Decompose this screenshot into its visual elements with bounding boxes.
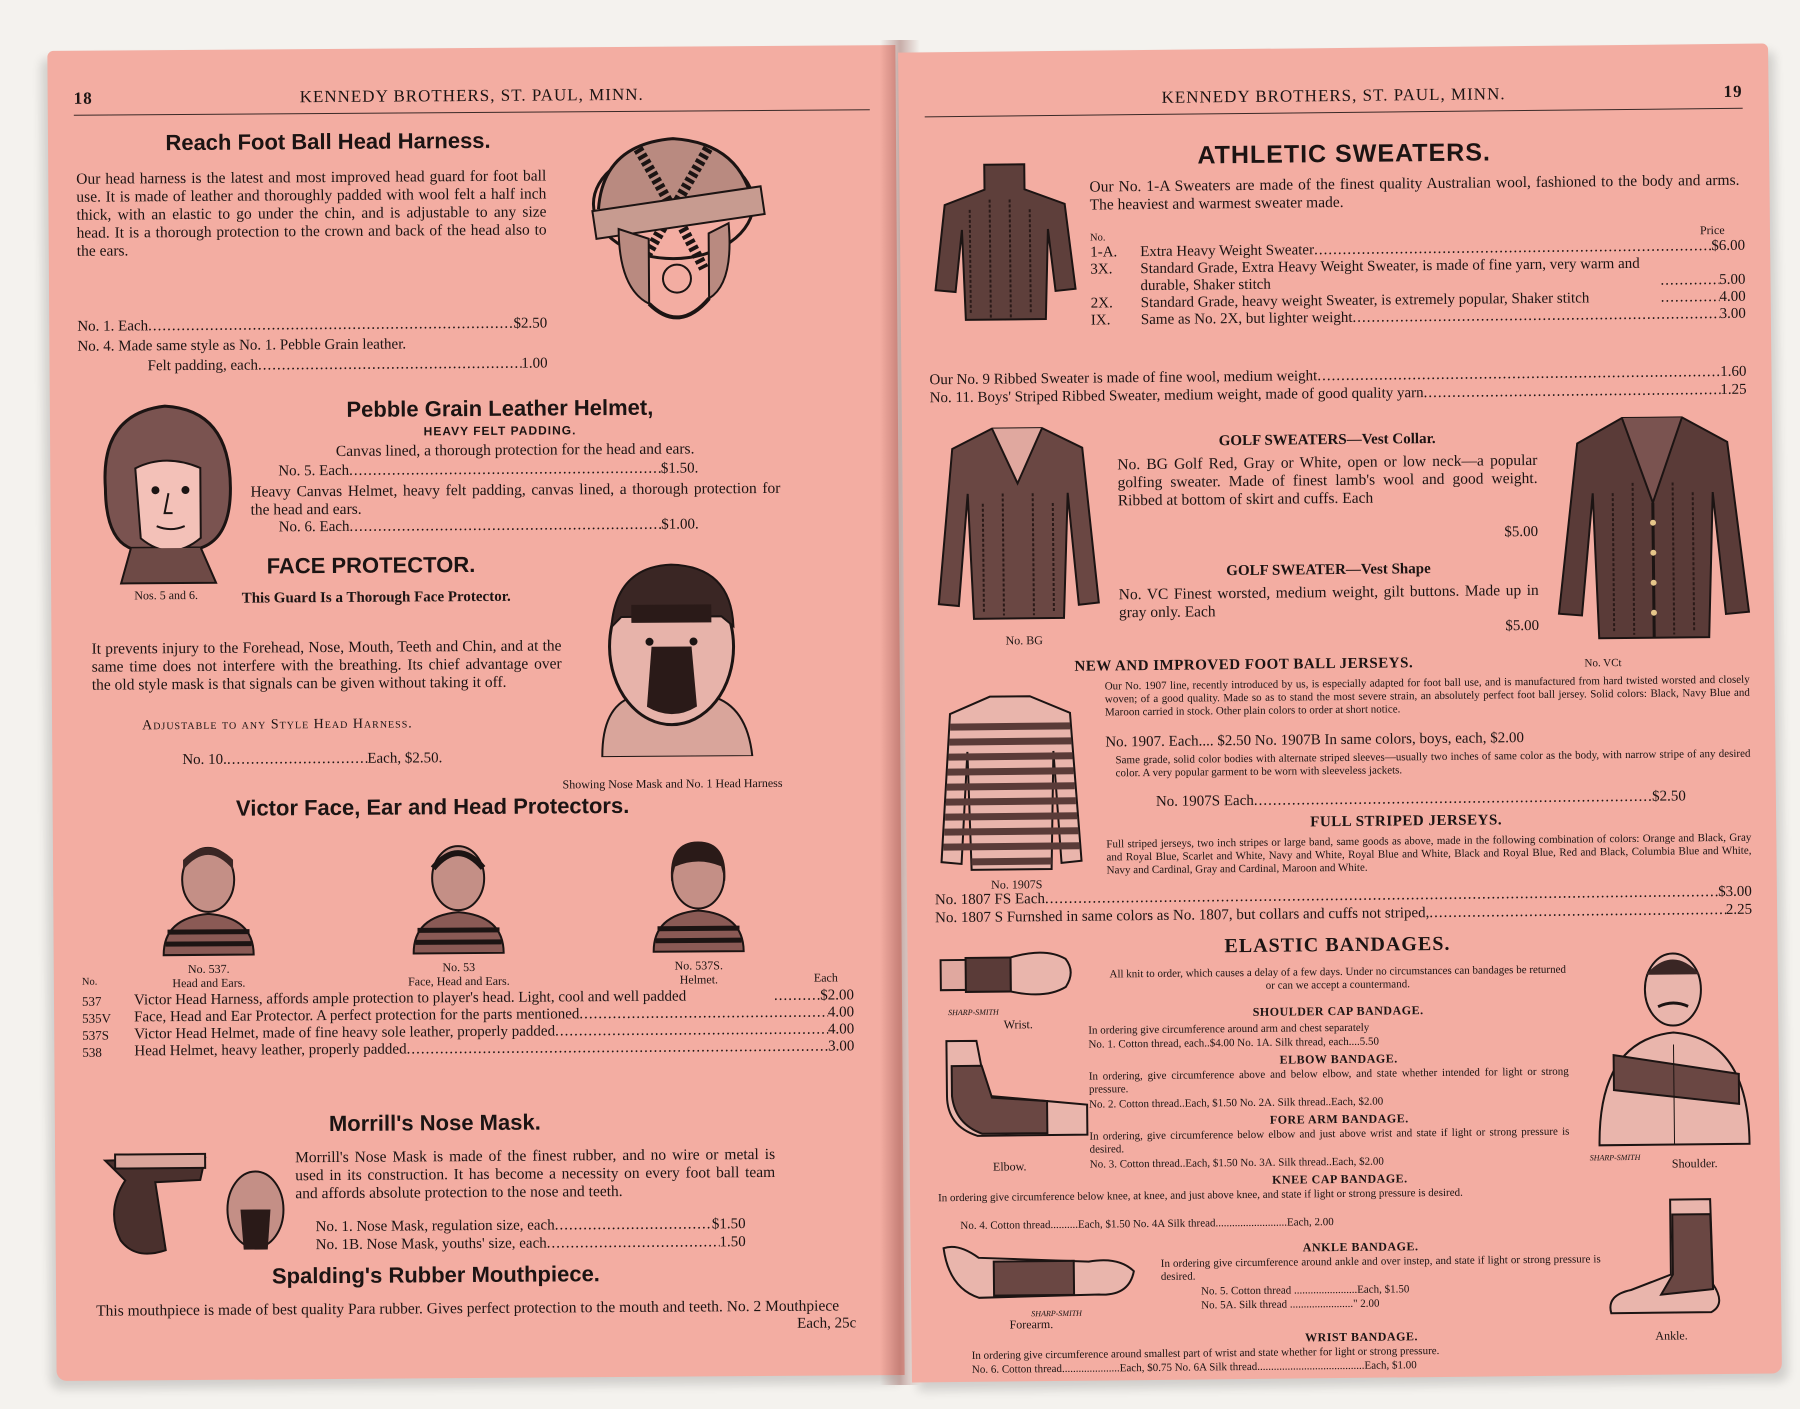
jersey-1807s-line: No. 1807 S Furnshed in same colors as No. 1807, but collars and cuffs not striped, ..... 2.25 — [935, 902, 1752, 928]
page-number-left: 18 — [73, 88, 93, 108]
golf-caption-vc: No. VCt — [1584, 657, 1622, 670]
helmet-no5-label: No. 5. Each — [278, 462, 350, 480]
elbow-body: In ordering, give circumference above and below elbow, and state whether intended for light or strong pressure. — [1088, 1065, 1569, 1096]
ankle-title: ANKLE BANDAGE. — [1302, 1239, 1419, 1255]
caption-shoulder: Shoulder. — [1671, 1156, 1718, 1171]
wrist-title: WRIST BANDAGE. — [1305, 1329, 1419, 1345]
caption-wrist: Wrist. — [1003, 1017, 1033, 1032]
face-protector-body: It prevents injury to the Forehead, Nose, Mouth, Teeth and Chin, and at the same time does not interfere with the breathing. Its chief advantage over the old style mask is that signals can be given without taking it off. — [91, 637, 562, 694]
harness-item4b-label: Felt padding, each — [147, 357, 259, 375]
golf-sweater-bg-illustration — [932, 422, 1104, 624]
victor-537s-illustration — [643, 836, 754, 957]
right-header — [924, 82, 1742, 118]
face-protector-no10 — [182, 750, 442, 769]
sweaters-title: ATHLETIC SWEATERS. — [1197, 138, 1492, 170]
shoulder-bandage-illustration — [1587, 944, 1759, 1156]
sweater-1a-illustration — [929, 159, 1081, 331]
victor-item-535v: 535V Face, Head and Ear Protector. A perfect protection for the parts mentioned ..... 4.00 — [82, 1004, 854, 1026]
golf-price1: $5.00 — [1504, 523, 1539, 541]
harness-body: Our head harness is the latest and most improved head guard for foot ball use. It is made of leather and thoroughly padded with wool felt a half inch thick, with an elastic to go under the chin, and is adjustable to any size head. It is a thorough protection to the crown and back of the head also to the ears. — [76, 167, 547, 260]
victor-537-illustration — [153, 839, 264, 960]
caption-elbow: Elbow. — [992, 1159, 1027, 1174]
victor-item-537s: 537S Victor Head Helmet, made of fine heavy sole leather, properly padded ..... 4.00 — [82, 1021, 854, 1043]
maker-forearm: SHARP-SMITH — [1031, 1308, 1082, 1319]
right-page — [898, 43, 1782, 1382]
shoulder-title: SHOULDER CAP BANDAGE. — [1252, 1003, 1424, 1019]
nose-mask-no1b: No. 1B. Nose Mask, youths' size, each ..... 1.50 — [316, 1234, 746, 1254]
sweater-item-ix: IX. Same as No. 2X, but lighter weight ..... 3.00 — [1091, 306, 1746, 330]
face-protector-title: FACE PROTECTOR. — [266, 552, 476, 579]
face-protector-subtitle: This Guard Is a Thorough Face Protector. — [241, 588, 511, 607]
harness-item4-label: No. 4. Made same style as No. 1. Pebble Grain leather. — [77, 336, 407, 355]
helmet-caption: Nos. 5 and 6. — [134, 587, 199, 603]
helmet-no5-price: $1.50. — [660, 460, 699, 477]
shoulder-body: In ordering give circumference around arm and chest separately — [1088, 1021, 1370, 1037]
sweater-item-2x: 2X. Standard Grade, heavy weight Sweater, is extremely popular, Shaker stitch ..... 4.00 — [1091, 289, 1746, 313]
harness-item1-label: No. 1. Each — [77, 318, 149, 335]
sweaters-intro: Our No. 1-A Sweaters are made of the finest quality Australian wool, fashioned to the body and arms. The heaviest and warmest sweater made. — [1089, 171, 1740, 214]
sweater-no11: No. 11. Boys' Striped Ribbed Sweater, medium weight, made of good quality yarn ..... 1.25 — [930, 382, 1747, 408]
wrist-line: No. 6. Cotton thread.....................Each, $0.75 No. 6A Silk thread.......................................Each, $1.00 — [971, 1359, 1417, 1376]
forearm-title: FORE ARM BANDAGE. — [1269, 1111, 1409, 1127]
left-header — [74, 83, 870, 116]
elbow-line: No. 2. Cotton thread..Each, $1.50 No. 2A. Silk thread..Each, $2.00 — [1089, 1095, 1384, 1111]
jersey-1907-line: No. 1907. Each.... $2.50 No. 1907B In same colors, boys, each, $2.00 — [1105, 730, 1525, 751]
caption-ankle: Ankle. — [1655, 1328, 1688, 1343]
golf-body2: No. VC Finest worsted, medium weight, gilt buttons. Made up in gray only. Each — [1118, 581, 1539, 622]
jersey-1907s-line: No. 1907S Each ..... $2.50 — [1156, 788, 1686, 811]
golf-title1: GOLF SWEATERS—Vest Collar. — [1218, 430, 1436, 450]
face-protector-adjustable: Adjustable to any Style Head Harness. — [142, 716, 413, 734]
face-protector-caption: Showing Nose Mask and No. 1 Head Harness — [562, 775, 783, 792]
caption-forearm: Forearm. — [1009, 1317, 1054, 1332]
mouthpiece-body: This mouthpiece is made of best quality Para rubber. Gives perfect protection to the mouth and teeth. No. 2 Mouthpiece — [96, 1297, 840, 1320]
golf-body1: No. BG Golf Red, Gray or White, open or low neck—a popular golfing sweater. Made of finest lamb's wool and good weight. Ribbed at bottom of skirt and cuffs. Each — [1117, 451, 1538, 510]
jersey-1807fs-line: No. 1807 FS Each ..... $3.00 — [935, 884, 1752, 910]
knee-line: No. 4. Cotton thread..........Each, $1.50 No. 4A Silk thread..........................Each, 2.00 — [960, 1216, 1334, 1233]
victor-535v-illustration — [403, 838, 514, 959]
shoulder-line: No. 1. Cotton thread, each..$4.00 No. 1A. Silk thread, each....5.50 — [1088, 1035, 1380, 1051]
golf-sweater-vc-illustration — [1552, 412, 1754, 644]
helmet-subtitle: HEAVY FELT PADDING. — [423, 423, 577, 439]
face-mask-illustration — [571, 556, 772, 757]
mouthpiece-title: Spalding's Rubber Mouthpiece. — [271, 1261, 600, 1289]
nose-mask-no1: No. 1. Nose Mask, regulation size, each ..... $1.50 — [316, 1216, 746, 1236]
full-striped-body: Full striped jerseys, two inch stripes or large band, same goods as above, made in the following combination of colors: Orange and Black, Gray and Royal Blue, Scarlet and White, Navy and White, Royal Blue and White, Black and Royal Blue, Red and Black, Columbia Blue and White, Navy and Cardinal, Gray and Cardinal, Maroon and White. — [1106, 831, 1752, 877]
left-page — [47, 45, 904, 1381]
wrist-bandage-illustration — [935, 947, 1086, 1009]
ankle-body: In ordering give circumference around ankle and over instep, and state if light or strong pressure is desired. — [1160, 1253, 1601, 1283]
sweaters-col-price: Price — [1699, 222, 1725, 238]
helmet-title: Pebble Grain Leather Helmet, — [346, 394, 654, 422]
no10-label: No. 10. — [182, 751, 227, 769]
mouthpiece-price: Each, 25c — [797, 1315, 857, 1332]
victor-fig3b: Helmet. — [679, 972, 719, 987]
harness-item4b — [148, 355, 548, 375]
sweater-item-3x: 3X. Standard Grade, Extra Heavy Weight Sweater, is made of fine yarn, very warm and durable, Shaker stitch ..... 5.00 — [1090, 255, 1745, 296]
harness-item4 — [77, 335, 547, 355]
harness-item1 — [77, 315, 547, 335]
sweaters-items — [1090, 238, 1746, 330]
golf-caption-bg: No. BG — [1005, 633, 1043, 648]
jerseys-body2: Same grade, solid color bodies with alternate striped sleeves—usually two inches of same color as the body, with narrow stripe of any desired color. A very popular garment to be worn with sleeveless jackets. — [1115, 747, 1751, 780]
elbow-title: ELBOW BANDAGE. — [1279, 1051, 1398, 1067]
victor-fig3: No. 537S. — [674, 958, 723, 973]
running-head-right: KENNEDY BROTHERS, ST. PAUL, MINN. — [1161, 84, 1506, 107]
harness-item1-price: $2.50 — [513, 315, 548, 332]
bandages-intro: All knit to order, which causes a delay of a few days. Under no circumstances can bandages be returned or can we accept a countermand. — [1109, 963, 1567, 992]
jersey-caption: No. 1907S — [991, 877, 1043, 892]
bandages-title: ELASTIC BANDAGES. — [1224, 932, 1451, 958]
knee-body: In ordering give circumference below knee, at knee, and just above knee, and state if light or strong pressure is desired. — [937, 1186, 1463, 1205]
victor-fig1: No. 537. — [187, 961, 230, 977]
forearm-line: No. 3. Cotton thread..Each, $1.50 No. 3A. Silk thread..Each, $2.00 — [1089, 1155, 1384, 1171]
victor-fig2b: Face, Head and Ears. — [408, 973, 510, 989]
elbow-bandage-illustration — [936, 1035, 1097, 1147]
victor-title: Victor Face, Ear and Head Protectors. — [235, 792, 630, 821]
ankle-line1: No. 5. Cotton thread .......................Each, $1.50 — [1200, 1283, 1410, 1298]
wrist-body: In ordering give circumference around smallest part of wrist and state whether for light or strong pressure. — [971, 1344, 1440, 1362]
helmet-no6-label: No. 6. Each — [278, 518, 350, 536]
victor-fig1b: Head and Ears. — [172, 975, 246, 991]
victor-col-no: No. — [81, 976, 98, 988]
forearm-body: In ordering, give circumference below elbow and just above wrist and state if light or strong pressure is desired. — [1089, 1125, 1570, 1156]
golf-title2: GOLF SWEATER—Vest Shape — [1226, 561, 1431, 580]
sweater-no9: Our No. 9 Ribbed Sweater is made of fine wool, medium weight ..... 1.60 — [929, 364, 1746, 390]
victor-fig2: No. 53 — [442, 960, 476, 975]
ankle-line2: No. 5A. Silk thread ......................." 2.00 — [1201, 1297, 1380, 1312]
harness-title: Reach Foot Ball Head Harness. — [165, 127, 491, 156]
full-striped-title: FULL STRIPED JERSEYS. — [1310, 812, 1503, 831]
no10-price: Each, $2.50. — [367, 750, 443, 767]
forearm-bandage-illustration — [938, 1236, 1139, 1318]
jerseys-body: Our No. 1907 line, recently introduced by us, is especially adapted for foot ball use, and is manufactured from hard twisted worsted and closely woven; of a good quality. Made so as to stand the most severe strain, an absolutely perfect foot ball jersey. Solid colors: Black, Navy Blue and Maroon carried in stock. Other plain colors to order at short notice. — [1104, 673, 1750, 719]
harness-item4-price: 1.00 — [521, 355, 548, 372]
victor-item-538: 538 Head Helmet, heavy leather, properly padded ..... 3.00 — [82, 1038, 854, 1060]
nose-mask-illustration — [95, 1139, 296, 1270]
maker-wrist: SHARP-SMITH — [948, 1007, 999, 1018]
knee-title: KNEE CAP BANDAGE. — [1272, 1171, 1408, 1187]
running-head-left: KENNEDY BROTHERS, ST. PAUL, MINN. — [299, 84, 644, 107]
victor-item-537: 537 Victor Head Harness, affords ample protection to player's head. Light, cool and well padded ..... $2.00 — [82, 987, 854, 1009]
jerseys-title: NEW AND IMPROVED FOOT BALL JERSEYS. — [1074, 655, 1414, 675]
helmet-no6-price: $1.00. — [661, 516, 699, 533]
ankle-bandage-illustration — [1600, 1194, 1751, 1326]
nose-mask-title: Morrill's Nose Mask. — [328, 1109, 541, 1137]
page-number-right: 19 — [1723, 81, 1743, 101]
helmet-line2: Heavy Canvas Helmet, heavy felt padding, canvas lined, a thorough protection for the head and ears. — [250, 479, 781, 519]
victor-items — [82, 987, 854, 1060]
helmet-line1: Canvas lined, a thorough protection for the head and ears. — [335, 440, 695, 460]
victor-col-each: Each — [813, 970, 838, 985]
helmet-no6 — [279, 516, 699, 536]
maker-shoulder: SHARP-SMITH — [1589, 1152, 1641, 1163]
jersey-1907s-illustration — [935, 691, 1087, 873]
nose-mask-body: Morrill's Nose Mask is made of the finest rubber, and no wire or metal is used in its construction. It has become a necessity on every foot ball team and affords absolute protection to the nose and teeth. — [295, 1145, 776, 1203]
sweaters-col-no: No. — [1089, 232, 1106, 244]
head-harness-illustration — [578, 118, 780, 349]
sweater-item-1a: 1-A. Extra Heavy Weight Sweater ..... $6.00 — [1090, 238, 1745, 262]
golf-price2: $5.00 — [1505, 617, 1540, 635]
helmet-no5 — [278, 460, 698, 480]
